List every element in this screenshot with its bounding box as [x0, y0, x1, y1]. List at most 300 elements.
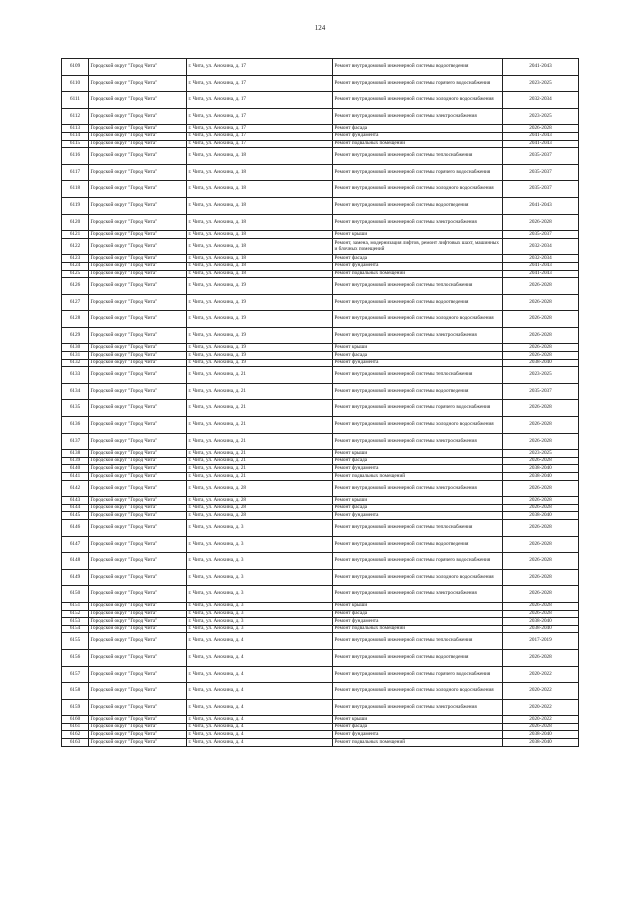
row-number-cell: 6122	[62, 238, 89, 255]
municipality-cell: Городской округ "Город Чита"	[89, 536, 187, 553]
work-type-cell: Ремонт внутридомовой инженерной системы электроснабжения	[333, 108, 503, 125]
row-number-cell: 6126	[62, 278, 89, 295]
municipality-cell: Городской округ "Город Чита"	[89, 148, 187, 165]
period-cell: 2020-2022	[503, 699, 579, 716]
address-cell: г. Чита, ул. Анохина, д. 19	[187, 311, 333, 328]
municipality-cell: Городской округ "Город Чита"	[89, 344, 187, 352]
table-row	[62, 278, 579, 295]
work-type-cell: Ремонт внутридомовой инженерной системы теплоснабжения	[333, 633, 503, 650]
period-cell: 2020-2022	[503, 716, 579, 724]
address-cell: г. Чита, ул. Анохина, д. 18	[187, 255, 333, 263]
work-type-cell: Ремонт внутридомовой инженерной системы водоотведения	[333, 383, 503, 400]
table-row	[62, 92, 579, 109]
period-cell: 2026-2028	[503, 344, 579, 352]
municipality-cell: Городской округ "Город Чита"	[89, 553, 187, 570]
work-type-cell: Ремонт подвальных помещений	[333, 625, 503, 633]
work-type-cell: Ремонт внутридомовой инженерной системы холодного водоснабжения	[333, 417, 503, 434]
period-cell: 2026-2028	[503, 480, 579, 497]
table-row	[62, 625, 579, 633]
work-type-cell: Ремонт внутридомовой инженерной системы теплоснабжения	[333, 367, 503, 384]
period-cell: 2041-2043	[503, 59, 579, 76]
work-type-cell: Ремонт внутридомовой инженерной системы теплоснабжения	[333, 148, 503, 165]
address-cell: г. Чита, ул. Анохина, д. 19	[187, 344, 333, 352]
row-number-cell: 6137	[62, 433, 89, 450]
period-cell: 2026-2028	[503, 610, 579, 618]
municipality-cell: Городской округ "Город Чита"	[89, 359, 187, 367]
municipality-cell: Городской округ "Город Чита"	[89, 311, 187, 328]
row-number-cell: 6141	[62, 473, 89, 481]
period-cell: 2026-2028	[503, 569, 579, 586]
period-cell: 2026-2028	[503, 723, 579, 731]
table-row	[62, 148, 579, 165]
address-cell: г. Чита, ул. Анохина, д. 21	[187, 367, 333, 384]
table-row	[62, 417, 579, 434]
row-number-cell: 6145	[62, 512, 89, 520]
work-type-cell: Ремонт внутридомовой инженерной системы водоотведения	[333, 59, 503, 76]
table-row	[62, 383, 579, 400]
municipality-cell: Городской округ "Город Чита"	[89, 739, 187, 747]
table-row	[62, 610, 579, 618]
table-row	[62, 231, 579, 239]
table-row	[62, 739, 579, 747]
work-type-cell: Ремонт внутридомовой инженерной системы горячего водоснабжения	[333, 666, 503, 683]
municipality-cell: Городской округ "Город Чита"	[89, 417, 187, 434]
period-cell: 2041-2043	[503, 270, 579, 278]
municipality-cell: Городской округ "Город Чита"	[89, 723, 187, 731]
row-number-cell: 6161	[62, 723, 89, 731]
work-type-cell: Ремонт, замена, модернизация лифтов, ремонт лифтовых шахт, машинных и блочных помещений	[333, 238, 503, 255]
work-type-cell: Ремонт внутридомовой инженерной системы холодного водоснабжения	[333, 181, 503, 198]
address-cell: г. Чита, ул. Анохина, д. 28	[187, 480, 333, 497]
period-cell: 2026-2028	[503, 536, 579, 553]
row-number-cell: 6152	[62, 610, 89, 618]
table-row	[62, 633, 579, 650]
table-row	[62, 125, 579, 133]
address-cell: г. Чита, ул. Анохина, д. 4	[187, 633, 333, 650]
table-row	[62, 512, 579, 520]
municipality-cell: Городской округ "Город Чита"	[89, 231, 187, 239]
table-row	[62, 270, 579, 278]
work-type-cell: Ремонт фундамента	[333, 262, 503, 270]
work-type-cell: Ремонт внутридомовой инженерной системы водоотведения	[333, 294, 503, 311]
address-cell: г. Чита, ул. Анохина, д. 21	[187, 400, 333, 417]
period-cell: 2023-2025	[503, 450, 579, 458]
table-row	[62, 214, 579, 231]
municipality-cell: Городской округ "Город Чита"	[89, 504, 187, 512]
municipality-cell: Городской округ "Город Чита"	[89, 327, 187, 344]
table-row	[62, 75, 579, 92]
municipality-cell: Городской округ "Город Чита"	[89, 610, 187, 618]
municipality-cell: Городской округ "Город Чита"	[89, 270, 187, 278]
municipality-cell: Городской округ "Город Чита"	[89, 519, 187, 536]
work-type-cell: Ремонт подвальных помещений	[333, 473, 503, 481]
period-cell: 2032-2034	[503, 238, 579, 255]
address-cell: г. Чита, ул. Анохина, д. 3	[187, 618, 333, 626]
table-row	[62, 602, 579, 610]
period-cell: 2026-2028	[503, 504, 579, 512]
work-type-cell: Ремонт фасада	[333, 457, 503, 465]
work-type-cell: Ремонт фасада	[333, 125, 503, 133]
work-type-cell: Ремонт подвальных помещений	[333, 270, 503, 278]
table-row	[62, 731, 579, 739]
period-cell: 2032-2034	[503, 255, 579, 263]
row-number-cell: 6135	[62, 400, 89, 417]
row-number-cell: 6158	[62, 683, 89, 700]
row-number-cell: 6113	[62, 125, 89, 133]
period-cell: 2035-2037	[503, 383, 579, 400]
row-number-cell: 6128	[62, 311, 89, 328]
municipality-cell: Городской округ "Город Чита"	[89, 497, 187, 505]
address-cell: г. Чита, ул. Анохина, д. 4	[187, 683, 333, 700]
row-number-cell: 6120	[62, 214, 89, 231]
table-row	[62, 586, 579, 603]
row-number-cell: 6119	[62, 197, 89, 214]
address-cell: г. Чита, ул. Анохина, д. 17	[187, 140, 333, 148]
address-cell: г. Чита, ул. Анохина, д. 4	[187, 649, 333, 666]
row-number-cell: 6136	[62, 417, 89, 434]
address-cell: г. Чита, ул. Анохина, д. 28	[187, 504, 333, 512]
municipality-cell: Городской округ "Город Чита"	[89, 262, 187, 270]
municipality-cell: Городской округ "Город Чита"	[89, 352, 187, 360]
work-type-cell: Ремонт внутридомовой инженерной системы электроснабжения	[333, 327, 503, 344]
address-cell: г. Чита, ул. Анохина, д. 4	[187, 739, 333, 747]
period-cell: 2038-2040	[503, 465, 579, 473]
period-cell: 2032-2034	[503, 92, 579, 109]
address-cell: г. Чита, ул. Анохина, д. 21	[187, 450, 333, 458]
row-number-cell: 6124	[62, 262, 89, 270]
address-cell: г. Чита, ул. Анохина, д. 28	[187, 512, 333, 520]
work-type-cell: Ремонт крыши	[333, 716, 503, 724]
work-type-cell: Ремонт фундамента	[333, 512, 503, 520]
period-cell: 2035-2037	[503, 181, 579, 198]
table-row	[62, 197, 579, 214]
period-cell: 2023-2025	[503, 367, 579, 384]
address-cell: г. Чита, ул. Анохина, д. 17	[187, 75, 333, 92]
table-row	[62, 569, 579, 586]
period-cell: 2026-2028	[503, 327, 579, 344]
address-cell: г. Чита, ул. Анохина, д. 21	[187, 417, 333, 434]
work-type-cell: Ремонт внутридомовой инженерной системы электроснабжения	[333, 214, 503, 231]
row-number-cell: 6144	[62, 504, 89, 512]
work-type-cell: Ремонт внутридомовой инженерной системы электроснабжения	[333, 433, 503, 450]
address-cell: г. Чита, ул. Анохина, д. 17	[187, 92, 333, 109]
address-cell: г. Чита, ул. Анохина, д. 21	[187, 473, 333, 481]
address-cell: г. Чита, ул. Анохина, д. 21	[187, 465, 333, 473]
municipality-cell: Городской округ "Город Чита"	[89, 75, 187, 92]
row-number-cell: 6147	[62, 536, 89, 553]
address-cell: г. Чита, ул. Анохина, д. 3	[187, 553, 333, 570]
period-cell: 2026-2028	[503, 214, 579, 231]
table-row	[62, 497, 579, 505]
address-cell: г. Чита, ул. Анохина, д. 19	[187, 278, 333, 295]
address-cell: г. Чита, ул. Анохина, д. 18	[187, 270, 333, 278]
municipality-cell: Городской округ "Город Чита"	[89, 294, 187, 311]
work-type-cell: Ремонт фасада	[333, 504, 503, 512]
table-row	[62, 465, 579, 473]
municipality-cell: Городской округ "Город Чита"	[89, 197, 187, 214]
row-number-cell: 6112	[62, 108, 89, 125]
address-cell: г. Чита, ул. Анохина, д. 17	[187, 125, 333, 133]
row-number-cell: 6148	[62, 553, 89, 570]
municipality-cell: Городской округ "Город Чита"	[89, 108, 187, 125]
period-cell: 2041-2043	[503, 197, 579, 214]
municipality-cell: Городской округ "Город Чита"	[89, 569, 187, 586]
table-row	[62, 400, 579, 417]
address-cell: г. Чита, ул. Анохина, д. 18	[187, 238, 333, 255]
row-number-cell: 6138	[62, 450, 89, 458]
work-type-cell: Ремонт фундамента	[333, 132, 503, 140]
municipality-cell: Городской округ "Город Чита"	[89, 92, 187, 109]
period-cell: 2026-2028	[503, 602, 579, 610]
row-number-cell: 6129	[62, 327, 89, 344]
municipality-cell: Городской округ "Город Чита"	[89, 59, 187, 76]
row-number-cell: 6155	[62, 633, 89, 650]
municipality-cell: Городской округ "Город Чита"	[89, 618, 187, 626]
work-type-cell: Ремонт фундамента	[333, 618, 503, 626]
period-cell: 2041-2043	[503, 262, 579, 270]
row-number-cell: 6160	[62, 716, 89, 724]
row-number-cell: 6150	[62, 586, 89, 603]
municipality-cell: Городской округ "Город Чита"	[89, 649, 187, 666]
table-row	[62, 132, 579, 140]
table-row	[62, 59, 579, 76]
address-cell: г. Чита, ул. Анохина, д. 21	[187, 433, 333, 450]
municipality-cell: Городской округ "Город Чита"	[89, 255, 187, 263]
table-row	[62, 723, 579, 731]
table-row	[62, 683, 579, 700]
period-cell: 2038-2040	[503, 625, 579, 633]
municipality-cell: Городской округ "Город Чита"	[89, 625, 187, 633]
table-row	[62, 311, 579, 328]
work-type-cell: Ремонт фасада	[333, 255, 503, 263]
table-row	[62, 294, 579, 311]
address-cell: г. Чита, ул. Анохина, д. 4	[187, 666, 333, 683]
address-cell: г. Чита, ул. Анохина, д. 18	[187, 197, 333, 214]
row-number-cell: 6154	[62, 625, 89, 633]
municipality-cell: Городской округ "Город Чита"	[89, 512, 187, 520]
municipality-cell: Городской округ "Город Чита"	[89, 586, 187, 603]
table-row	[62, 649, 579, 666]
work-type-cell: Ремонт внутридомовой инженерной системы горячего водоснабжения	[333, 164, 503, 181]
municipality-cell: Городской округ "Город Чита"	[89, 473, 187, 481]
address-cell: г. Чита, ул. Анохина, д. 17	[187, 108, 333, 125]
municipality-cell: Городской округ "Город Чита"	[89, 716, 187, 724]
address-cell: г. Чита, ул. Анохина, д. 3	[187, 602, 333, 610]
row-number-cell: 6132	[62, 359, 89, 367]
row-number-cell: 6123	[62, 255, 89, 263]
row-number-cell: 6151	[62, 602, 89, 610]
work-type-cell: Ремонт фундамента	[333, 359, 503, 367]
period-cell: 2026-2028	[503, 519, 579, 536]
municipality-cell: Городской округ "Город Чита"	[89, 731, 187, 739]
table-row	[62, 359, 579, 367]
period-cell: 2026-2028	[503, 125, 579, 133]
address-cell: г. Чита, ул. Анохина, д. 4	[187, 731, 333, 739]
address-cell: г. Чита, ул. Анохина, д. 19	[187, 352, 333, 360]
table-row	[62, 367, 579, 384]
row-number-cell: 6130	[62, 344, 89, 352]
work-type-cell: Ремонт крыши	[333, 497, 503, 505]
work-type-cell: Ремонт фасада	[333, 723, 503, 731]
row-number-cell: 6142	[62, 480, 89, 497]
work-type-cell: Ремонт подвальных помещений	[333, 739, 503, 747]
municipality-cell: Городской округ "Город Чита"	[89, 400, 187, 417]
row-number-cell: 6140	[62, 465, 89, 473]
municipality-cell: Городской округ "Город Чита"	[89, 214, 187, 231]
row-number-cell: 6127	[62, 294, 89, 311]
address-cell: г. Чита, ул. Анохина, д. 17	[187, 132, 333, 140]
row-number-cell: 6118	[62, 181, 89, 198]
municipality-cell: Городской округ "Город Чита"	[89, 457, 187, 465]
repair-schedule-table	[61, 58, 579, 747]
row-number-cell: 6134	[62, 383, 89, 400]
period-cell: 2026-2028	[503, 586, 579, 603]
work-type-cell: Ремонт внутридомовой инженерной системы теплоснабжения	[333, 278, 503, 295]
period-cell: 2026-2028	[503, 553, 579, 570]
table-row	[62, 699, 579, 716]
municipality-cell: Городской округ "Город Чита"	[89, 480, 187, 497]
period-cell: 2026-2028	[503, 278, 579, 295]
table-row	[62, 352, 579, 360]
row-number-cell: 6157	[62, 666, 89, 683]
address-cell: г. Чита, ул. Анохина, д. 4	[187, 716, 333, 724]
address-cell: г. Чита, ул. Анохина, д. 17	[187, 59, 333, 76]
period-cell: 2038-2040	[503, 473, 579, 481]
period-cell: 2026-2028	[503, 649, 579, 666]
period-cell: 2038-2040	[503, 512, 579, 520]
row-number-cell: 6109	[62, 59, 89, 76]
work-type-cell: Ремонт внутридомовой инженерной системы водоотведения	[333, 536, 503, 553]
table-row	[62, 666, 579, 683]
period-cell: 2023-2025	[503, 108, 579, 125]
address-cell: г. Чита, ул. Анохина, д. 18	[187, 181, 333, 198]
table-row	[62, 327, 579, 344]
row-number-cell: 6156	[62, 649, 89, 666]
address-cell: г. Чита, ул. Анохина, д. 18	[187, 262, 333, 270]
page-number: 124	[314, 24, 326, 32]
table-row	[62, 255, 579, 263]
table-row	[62, 344, 579, 352]
period-cell: 2026-2028	[503, 457, 579, 465]
row-number-cell: 6111	[62, 92, 89, 109]
work-type-cell: Ремонт фасада	[333, 352, 503, 360]
row-number-cell: 6133	[62, 367, 89, 384]
work-type-cell: Ремонт внутридомовой инженерной системы горячего водоснабжения	[333, 400, 503, 417]
address-cell: г. Чита, ул. Анохина, д. 4	[187, 723, 333, 731]
row-number-cell: 6163	[62, 739, 89, 747]
address-cell: г. Чита, ул. Анохина, д. 3	[187, 610, 333, 618]
work-type-cell: Ремонт внутридомовой инженерной системы водоотведения	[333, 197, 503, 214]
address-cell: г. Чита, ул. Анохина, д. 18	[187, 214, 333, 231]
work-type-cell: Ремонт внутридомовой инженерной системы холодного водоснабжения	[333, 92, 503, 109]
table-row	[62, 108, 579, 125]
address-cell: г. Чита, ул. Анохина, д. 19	[187, 294, 333, 311]
address-cell: г. Чита, ул. Анохина, д. 18	[187, 231, 333, 239]
table-row	[62, 450, 579, 458]
address-cell: г. Чита, ул. Анохина, д. 3	[187, 586, 333, 603]
period-cell: 2035-2037	[503, 231, 579, 239]
period-cell: 2026-2028	[503, 433, 579, 450]
work-type-cell: Ремонт внутридомовой инженерной системы электроснабжения	[333, 699, 503, 716]
table-row	[62, 457, 579, 465]
period-cell: 2026-2028	[503, 352, 579, 360]
period-cell: 2038-2040	[503, 731, 579, 739]
table-row	[62, 519, 579, 536]
work-type-cell: Ремонт фундамента	[333, 731, 503, 739]
municipality-cell: Городской округ "Город Чита"	[89, 383, 187, 400]
period-cell: 2026-2028	[503, 294, 579, 311]
row-number-cell: 6110	[62, 75, 89, 92]
row-number-cell: 6149	[62, 569, 89, 586]
table-row	[62, 473, 579, 481]
period-cell: 2041-2043	[503, 140, 579, 148]
address-cell: г. Чита, ул. Анохина, д. 4	[187, 699, 333, 716]
municipality-cell: Городской округ "Город Чита"	[89, 125, 187, 133]
row-number-cell: 6146	[62, 519, 89, 536]
table-row	[62, 553, 579, 570]
period-cell: 2023-2025	[503, 75, 579, 92]
work-type-cell: Ремонт внутридомовой инженерной системы холодного водоснабжения	[333, 569, 503, 586]
row-number-cell: 6143	[62, 497, 89, 505]
address-cell: г. Чита, ул. Анохина, д. 3	[187, 536, 333, 553]
municipality-cell: Городской округ "Город Чита"	[89, 465, 187, 473]
municipality-cell: Городской округ "Город Чита"	[89, 699, 187, 716]
table-row	[62, 480, 579, 497]
work-type-cell: Ремонт внутридомовой инженерной системы электроснабжения	[333, 480, 503, 497]
table-row	[62, 181, 579, 198]
table-row	[62, 164, 579, 181]
period-cell: 2020-2022	[503, 683, 579, 700]
row-number-cell: 6139	[62, 457, 89, 465]
table-row	[62, 504, 579, 512]
address-cell: г. Чита, ул. Анохина, д. 18	[187, 164, 333, 181]
table-row	[62, 238, 579, 255]
row-number-cell: 6117	[62, 164, 89, 181]
work-type-cell: Ремонт внутридомовой инженерной системы теплоснабжения	[333, 519, 503, 536]
row-number-cell: 6162	[62, 731, 89, 739]
municipality-cell: Городской округ "Город Чита"	[89, 278, 187, 295]
municipality-cell: Городской округ "Город Чита"	[89, 666, 187, 683]
table-row	[62, 140, 579, 148]
row-number-cell: 6114	[62, 132, 89, 140]
work-type-cell: Ремонт фундамента	[333, 465, 503, 473]
address-cell: г. Чита, ул. Анохина, д. 28	[187, 497, 333, 505]
municipality-cell: Городской округ "Город Чита"	[89, 164, 187, 181]
table-body	[62, 59, 579, 747]
municipality-cell: Городской округ "Город Чита"	[89, 140, 187, 148]
work-type-cell: Ремонт крыши	[333, 344, 503, 352]
row-number-cell: 6159	[62, 699, 89, 716]
row-number-cell: 6153	[62, 618, 89, 626]
address-cell: г. Чита, ул. Анохина, д. 19	[187, 359, 333, 367]
table-row	[62, 716, 579, 724]
period-cell: 2035-2037	[503, 148, 579, 165]
municipality-cell: Городской округ "Город Чита"	[89, 602, 187, 610]
address-cell: г. Чита, ул. Анохина, д. 19	[187, 327, 333, 344]
municipality-cell: Городской округ "Город Чита"	[89, 433, 187, 450]
municipality-cell: Городской округ "Город Чита"	[89, 367, 187, 384]
row-number-cell: 6131	[62, 352, 89, 360]
municipality-cell: Городской округ "Город Чита"	[89, 450, 187, 458]
municipality-cell: Городской округ "Город Чита"	[89, 633, 187, 650]
row-number-cell: 6125	[62, 270, 89, 278]
table-row	[62, 262, 579, 270]
municipality-cell: Городской округ "Город Чита"	[89, 238, 187, 255]
address-cell: г. Чита, ул. Анохина, д. 21	[187, 383, 333, 400]
table-row	[62, 618, 579, 626]
work-type-cell: Ремонт крыши	[333, 450, 503, 458]
period-cell: 2020-2022	[503, 666, 579, 683]
